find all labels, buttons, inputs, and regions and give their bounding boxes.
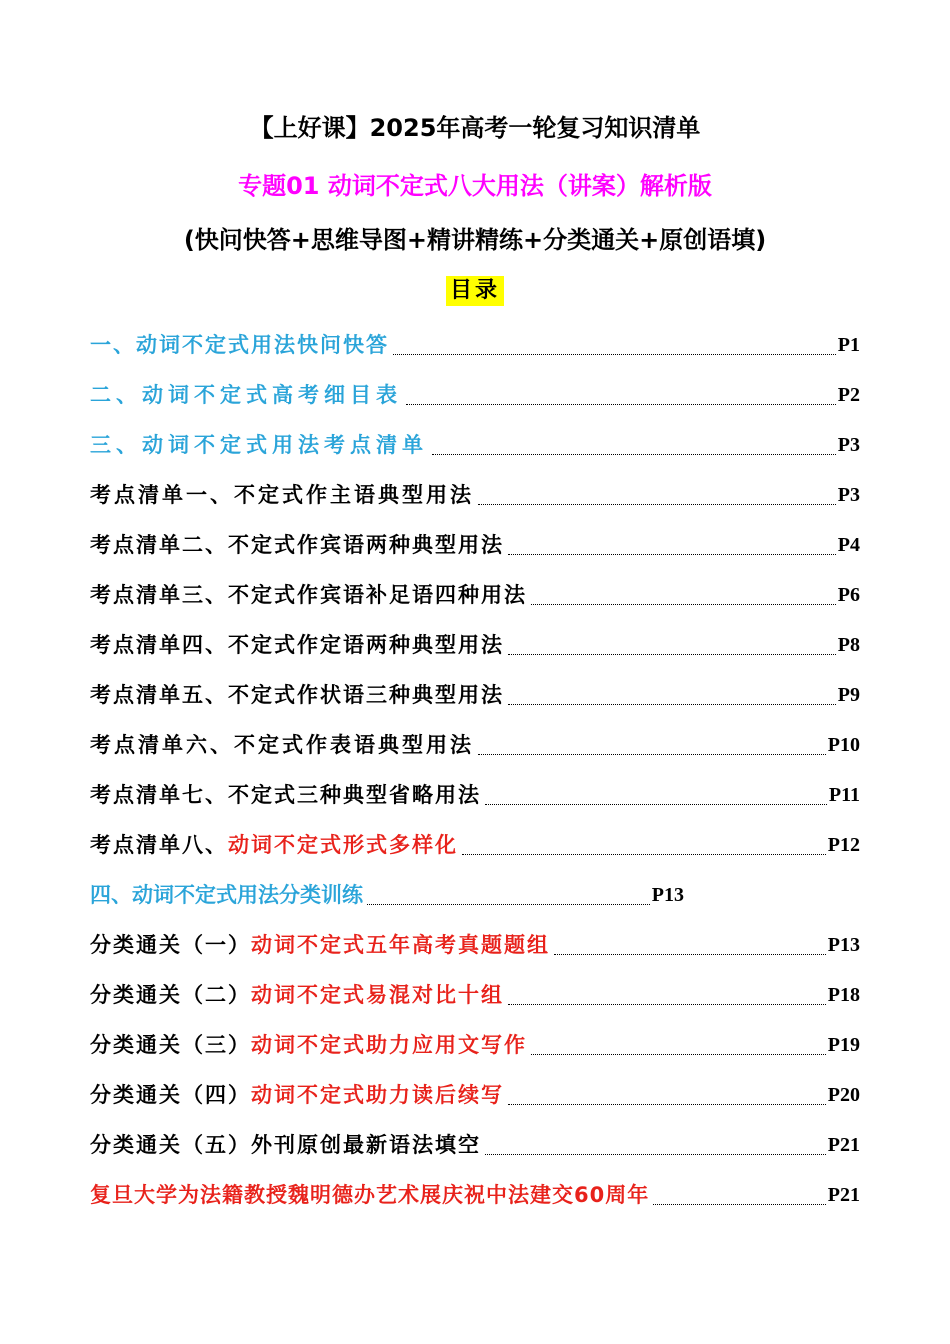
toc-heading: 目录 xyxy=(446,276,504,306)
toc-entry-label: 考点清单二、不定式作宾语两种典型用法 xyxy=(90,533,504,557)
toc-page-number: P8 xyxy=(837,634,860,656)
toc-entry-highlight: 动词不定式形式多样化 xyxy=(228,833,458,857)
toc-entry[interactable] xyxy=(90,428,860,458)
toc-entry[interactable] xyxy=(90,1178,860,1208)
toc-entry-highlight: 动词不定式五年高考真题题组 xyxy=(251,933,550,957)
toc-entry[interactable] xyxy=(90,378,860,408)
toc-leader-dots xyxy=(508,653,836,655)
toc-entry-label: 考点清单三、不定式作宾语补足语四种用法 xyxy=(90,583,527,607)
toc-page-number: P20 xyxy=(827,1084,860,1106)
toc-leader-dots xyxy=(367,903,650,905)
toc-entry-label: 二、动词不定式高考细目表 xyxy=(90,383,402,407)
toc-entry-label: 分类通关（四） xyxy=(90,1083,251,1107)
toc-page-number: P4 xyxy=(837,534,860,556)
toc-entry-label: 考点清单五、不定式作状语三种典型用法 xyxy=(90,683,504,707)
toc-leader-dots xyxy=(508,1103,826,1105)
toc-entry[interactable] xyxy=(90,828,860,858)
toc-leader-dots xyxy=(508,553,836,555)
toc-leader-dots xyxy=(485,1153,826,1155)
document-tagline: (快问快答+思维导图+精讲精练+分类通关+原创语填) xyxy=(183,226,767,254)
toc-leader-dots xyxy=(508,703,836,705)
toc-entry-label: 考点清单八、 xyxy=(90,833,228,857)
toc-entry[interactable] xyxy=(90,778,860,808)
toc-entry-label: 分类通关（三） xyxy=(90,1033,251,1057)
toc-entry-label: 考点清单六、不定式作表语典型用法 xyxy=(90,733,474,757)
toc-entry-highlight: 动词不定式易混对比十组 xyxy=(251,983,504,1007)
toc-page-number: P3 xyxy=(837,484,860,506)
toc-page-number: P11 xyxy=(828,784,860,806)
toc-leader-dots xyxy=(531,603,836,605)
toc-entry[interactable] xyxy=(90,478,860,508)
toc-leader-dots xyxy=(653,1203,826,1205)
toc-page-number: P13 xyxy=(651,884,684,906)
toc-page-number: P10 xyxy=(827,734,860,756)
toc-entry[interactable] xyxy=(90,978,860,1008)
toc-entry[interactable] xyxy=(90,528,860,558)
toc-entry[interactable] xyxy=(90,628,860,658)
toc-page-number: P21 xyxy=(827,1134,860,1156)
toc-leader-dots xyxy=(462,853,826,855)
toc-entry-label: 四、动词不定式用法分类训练 xyxy=(90,883,363,907)
toc-entry[interactable] xyxy=(90,728,860,758)
toc-entry-highlight: 复旦大学为法籍教授魏明德办艺术展庆祝中法建交60周年 xyxy=(90,1183,650,1207)
toc-page-number: P19 xyxy=(827,1034,860,1056)
toc-leader-dots xyxy=(432,453,836,455)
toc-entry[interactable] xyxy=(90,328,860,358)
toc-leader-dots xyxy=(531,1053,826,1055)
toc-entry-highlight: 动词不定式助力应用文写作 xyxy=(251,1033,527,1057)
toc-entry[interactable] xyxy=(90,928,860,958)
toc-page-number: P13 xyxy=(827,934,860,956)
toc-entry-label: 考点清单一、不定式作主语典型用法 xyxy=(90,483,474,507)
document-subtitle: 专题01 动词不定式八大用法（讲案）解析版 xyxy=(238,172,712,200)
toc-entry[interactable] xyxy=(90,678,860,708)
toc-leader-dots xyxy=(406,403,836,405)
toc-entry[interactable] xyxy=(90,1078,860,1108)
document-title: 【上好课】2025年高考一轮复习知识清单 xyxy=(249,114,701,142)
toc-entry-label: 考点清单四、不定式作定语两种典型用法 xyxy=(90,633,504,657)
toc-leader-dots xyxy=(478,503,836,505)
toc-entry-label: 分类通关（五）外刊原创最新语法填空 xyxy=(90,1133,481,1157)
toc-entry[interactable] xyxy=(90,1028,860,1058)
toc-page-number: P18 xyxy=(827,984,860,1006)
toc-entry[interactable] xyxy=(90,1128,860,1158)
toc-leader-dots xyxy=(508,1003,826,1005)
toc-entry-label: 分类通关（一） xyxy=(90,933,251,957)
toc-page-number: P3 xyxy=(837,434,860,456)
toc-leader-dots xyxy=(478,753,826,755)
toc-page-number: P21 xyxy=(827,1184,860,1206)
toc-page-number: P6 xyxy=(837,584,860,606)
toc-entry-label: 考点清单七、不定式三种典型省略用法 xyxy=(90,783,481,807)
toc-page-number: P9 xyxy=(837,684,860,706)
toc-entry[interactable] xyxy=(90,578,860,608)
toc-page-number: P2 xyxy=(837,384,860,406)
toc-page-number: P1 xyxy=(837,334,860,356)
toc-entry-label: 一、动词不定式用法快问快答 xyxy=(90,333,389,357)
toc-entry[interactable] xyxy=(90,878,684,908)
toc-entry-highlight: 动词不定式助力读后续写 xyxy=(251,1083,504,1107)
toc-leader-dots xyxy=(485,803,827,805)
toc-page-number: P12 xyxy=(827,834,860,856)
toc-leader-dots xyxy=(393,353,836,355)
toc-entry-label: 分类通关（二） xyxy=(90,983,251,1007)
toc-entry-label: 三、动词不定式用法考点清单 xyxy=(90,433,428,457)
toc-leader-dots xyxy=(554,953,826,955)
